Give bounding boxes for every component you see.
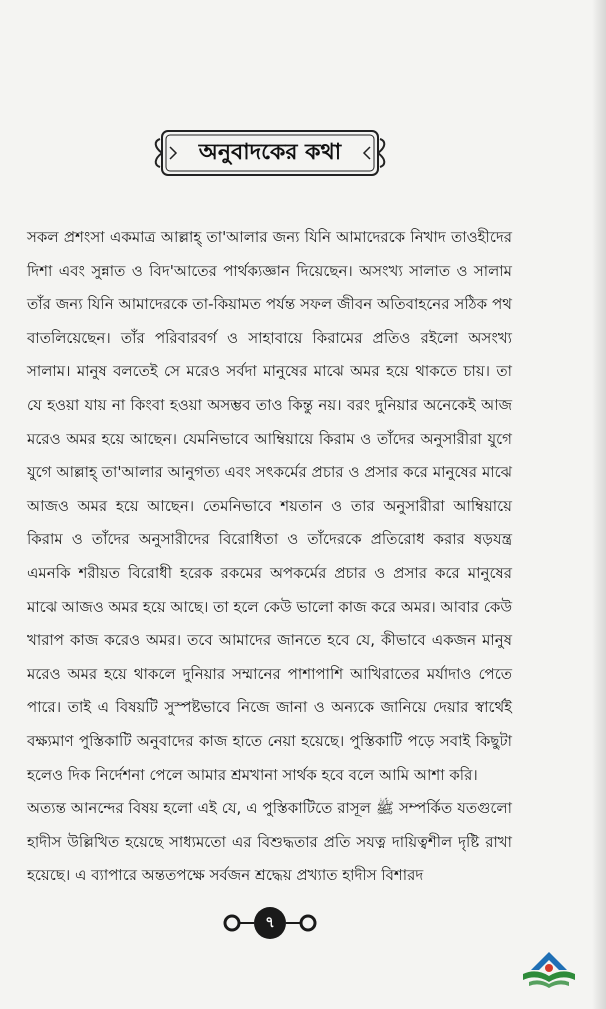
title-frame <box>150 127 390 179</box>
page-number-badge <box>220 903 320 943</box>
page-edge-shadow <box>592 0 606 1009</box>
page-number: ৭ <box>265 912 275 931</box>
paragraph-2: অত্যন্ত আনন্দের বিষয় হলো এই যে, এ পুস্তিকাটিতে রাসূল ﷺ সম্পর্কিত যতগুলো হাদীস উল্লিখিত হয়েছে সাধ্যমতো এর বিশুদ্ধতার প্রতি সযত্ন দায়িত্বশীল দৃষ্টি রাখা হয়েছে। এ ব্যাপারে অন্ততপক্ষে সর্বজন শ্রদ্ধেয় প্রখ্যাত হাদীস বিশারদ <box>27 799 512 885</box>
publisher-book-logo-icon <box>521 948 577 994</box>
paragraph-1: সকল প্রশংসা একমাত্র আল্লাহ্ তা'আলার জন্য যিনি আমাদেরকে নিখাদ তাওহীদের দিশা এবং সুন্নাত ও বিদ'আতের পার্থক্যজ্ঞান দিয়েছেন। অসংখ্য সালাত ও সালাম তাঁর জন্য যিনি আমাদেরকে তা-কিয়ামত পর্যন্ত সফল জীবন অতিবাহনের সঠিক পথ বাতলিয়েছেন। তাঁর পরিবারবর্গ ও সাহাবায়ে কিরামের প্রতিও রইলো অসংখ্য সালাম। মানুষ বলতেই সে মরেও সর্বদা মানুষের মাঝে অমর হয়ে থাকতে চায়। তা যে হওয়া যায় না কিংবা হওয়া অসম্ভব তাও কিন্তু নয়। বরং দুনিয়ার অনেকেই আজ মরেও অমর হয়ে আছেন। যেমনিভাবে আম্বিয়ায়ে কিরাম ও তাঁদের অনুসারীরা যুগে যুগে আল্লাহ্ তা'আলার আনুগত্য এবং সৎকর্মের প্রচার ও প্রসার করে মানুষের মাঝে আজও অমর হয়ে আছেন। তেমনিভাবে শয়তান ও তার অনুসারীরা আম্বিয়ায়ে কিরাম ও তাঁদের অনুসারীদের বিরোধিতা ও তাঁদেরকে প্রতিরোধ করার ষড়যন্ত্র এমনকি শরীয়ত বিরোধী হরেক রকমের অপকর্মের প্রচার ও প্রসার করে মানুষের মাঝে আজও অমর হয়ে আছে। তা হলে কেউ ভালো কাজ করে অমর। আবার কেউ খারাপ কাজ করেও অমর। তবে আমাদের জানতে হবে যে, কীভাবে একজন মানুষ মরেও অমর হয়ে থাকলে দুনিয়ার সম্মানের পাশাপাশি আখিরাতের মর্যাদাও পেতে পারে। তাই এ বিষয়টি সুস্পষ্টভাবে নিজে জানা ও অন্যকে জানিয়ে দেয়ার স্বার্থেই বক্ষ্যমাণ পুস্তিকাটি অনুবাদের কাজ হাতে নেয়া হয়েছে। পুস্তিকাটি পড়ে সবাই কিছুটা হলেও দিক নির্দেশনা পেলে আমার শ্রমখানা সার্থক হবে বলে আমি আশা করি। <box>27 228 513 784</box>
body-text <box>27 221 512 893</box>
page-title: অনুবাদকের কথা <box>198 139 342 165</box>
